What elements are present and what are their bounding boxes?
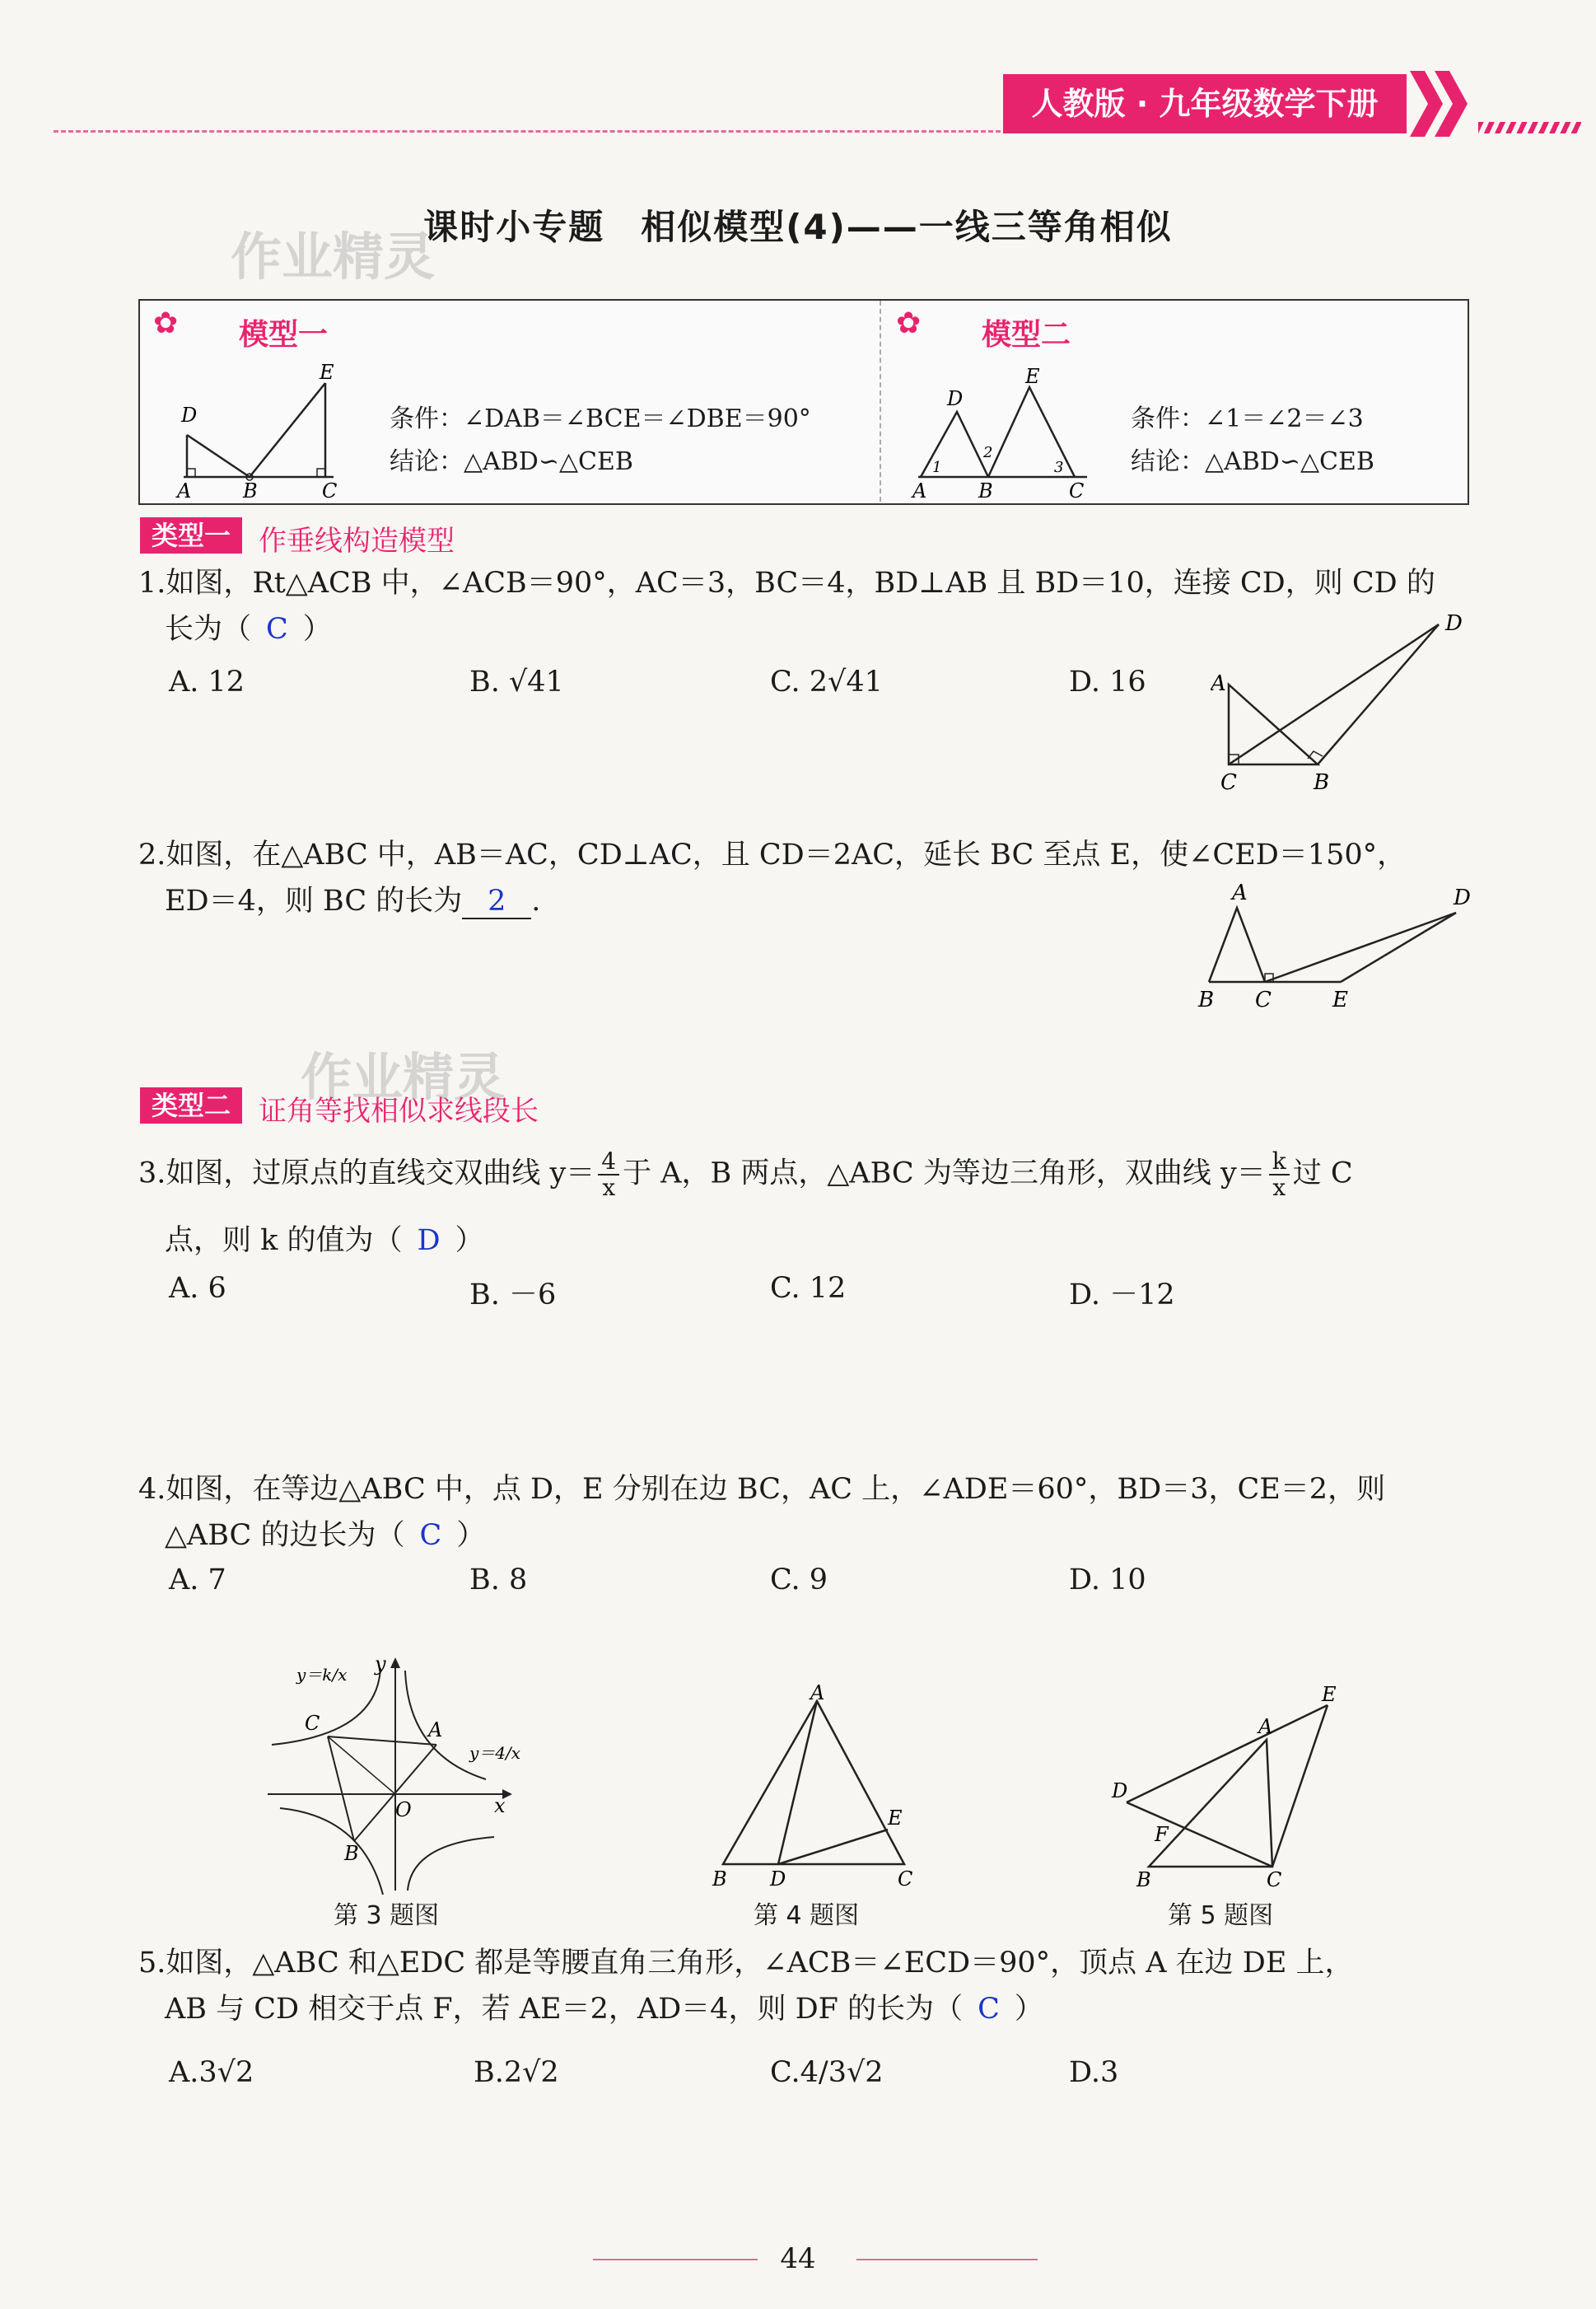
- label-D: D: [181, 404, 198, 427]
- header-edition-tag: 人教版 · 九年级数学下册: [1003, 74, 1407, 133]
- model1-condition: 条件：∠DAB＝∠BCE＝∠DBE＝90°: [390, 404, 811, 433]
- label-C: C: [305, 1712, 320, 1735]
- q5-option-d: D.3: [1069, 2056, 1119, 2089]
- angle-3-label: 3: [1054, 459, 1064, 476]
- q3-line2-pre: 点，则 k 的值为（: [165, 1224, 403, 1257]
- label-A: A: [1211, 671, 1226, 696]
- q5-option-a: A.3√2: [169, 2056, 254, 2089]
- q2-line2-post: .: [531, 885, 541, 918]
- q3-option-c: C. 12: [770, 1272, 847, 1305]
- frac-denominator: x: [1272, 1174, 1286, 1201]
- q5-answer: C: [978, 1993, 1000, 2026]
- label-B: B: [978, 479, 993, 502]
- q1-option-b: B. √41: [469, 666, 564, 699]
- fig4-figure: [708, 1685, 922, 1891]
- q2-answer: 2: [462, 885, 531, 919]
- fig5-figure: [1104, 1680, 1351, 1891]
- label-D: D: [1445, 611, 1463, 636]
- q3-option-d: D. －12: [1069, 1278, 1175, 1311]
- label-C: C: [1267, 1868, 1282, 1891]
- q3-frac-k-over-x: [1269, 1149, 1290, 1200]
- curve-label-k: y＝k/x: [296, 1665, 348, 1685]
- header-stripe: [1478, 122, 1581, 133]
- q5-option-b: B.2√2: [474, 2056, 559, 2089]
- q4-line1: 4.如图，在等边△ABC 中，点 D，E 分别在边 BC，AC 上，∠ADE＝60°，BD＝3，CE＝2，则: [138, 1473, 1386, 1506]
- label-A: A: [912, 479, 927, 502]
- label-C: C: [898, 1867, 913, 1891]
- q1-line2-pre: 长为（: [165, 613, 252, 646]
- frac-numerator: k: [1269, 1149, 1290, 1176]
- model2-conclusion: 结论：△ABD∽△CEB: [1131, 447, 1374, 476]
- label-E: E: [888, 1807, 903, 1830]
- label-x: x: [494, 1794, 506, 1817]
- label-A: A: [177, 479, 192, 502]
- type1-title: 作垂线构造模型: [259, 525, 455, 558]
- q4-option-c: C. 9: [770, 1563, 828, 1596]
- q3-answer: D: [417, 1224, 441, 1257]
- q2-line2: [165, 878, 540, 924]
- q1-option-a: A. 12: [169, 666, 245, 699]
- q1-line2: [165, 606, 332, 652]
- label-D: D: [947, 387, 964, 410]
- page-title: 课时小专题 相似模型(4)——一线三等角相似: [423, 207, 1173, 247]
- model-divider: [880, 301, 881, 502]
- q4-answer: C: [419, 1519, 442, 1552]
- type2-title: 证角等找相似求线段长: [259, 1095, 539, 1128]
- q2-line1: 2.如图，在△ABC 中，AB＝AC，CD⊥AC，且 CD＝2AC，延长 BC 至点 E，使∠CED＝150°，: [138, 839, 1407, 872]
- label-O: O: [395, 1798, 412, 1821]
- fig4-caption: 第 4 题图: [754, 1901, 860, 1930]
- model1-conclusion: 结论：△ABD∽△CEB: [390, 447, 633, 476]
- label-B: B: [344, 1842, 359, 1865]
- type1-tag: 类型一: [140, 517, 242, 554]
- q4-line2-post: ）: [456, 1519, 486, 1552]
- label-E: E: [1322, 1683, 1337, 1706]
- fig3-caption: 第 3 题图: [334, 1901, 440, 1930]
- label-B: B: [1198, 988, 1215, 1012]
- flower-icon: ✿: [153, 306, 179, 340]
- label-D: D: [770, 1867, 786, 1891]
- label-A: A: [428, 1718, 443, 1741]
- label-A: A: [1232, 881, 1248, 905]
- q1-figure: [1211, 610, 1491, 799]
- q1-line1: 1.如图，Rt△ACB 中，∠ACB＝90°，AC＝3，BC＝4，BD⊥AB 且 BD＝10，连接 CD，则 CD 的: [138, 567, 1435, 600]
- fig3-figure: [264, 1648, 527, 1895]
- q3-line1-pre: 3.如图，过原点的直线交双曲线 y＝: [138, 1157, 595, 1190]
- q5-option-c: C.4/3√2: [770, 2056, 884, 2089]
- angle-1-label: 1: [932, 459, 942, 476]
- q3-frac-4-over-x: [598, 1149, 619, 1200]
- frac-denominator: x: [602, 1174, 616, 1201]
- q3-option-b: B. －6: [469, 1278, 557, 1311]
- q4-option-b: B. 8: [469, 1563, 528, 1596]
- header-dashed-line: [54, 130, 1001, 133]
- label-E: E: [1332, 988, 1348, 1012]
- label-D: D: [1112, 1779, 1128, 1802]
- q3-line1-post: 过 C: [1292, 1157, 1353, 1190]
- label-C: C: [1255, 988, 1272, 1012]
- q4-line2: [165, 1512, 485, 1559]
- q3-line2-post: ）: [455, 1224, 484, 1257]
- q3-line2: [165, 1218, 484, 1264]
- q2-line2-pre: ED＝4，则 BC 的长为: [165, 885, 463, 918]
- q5-line2-pre: AB 与 CD 相交于点 F，若 AE＝2，AD＝4，则 DF 的长为（: [165, 1993, 964, 2026]
- q1-answer: C: [266, 613, 288, 646]
- label-C: C: [1069, 479, 1085, 502]
- flower-icon: ✿: [896, 306, 922, 340]
- label-E: E: [1025, 365, 1040, 388]
- header-chevron-icon: [1410, 71, 1476, 137]
- page-number: 44: [780, 2242, 816, 2275]
- curve-label-4: y＝4/x: [469, 1743, 521, 1763]
- q2-figure: [1194, 881, 1491, 1013]
- q5-line2-post: ）: [1014, 1993, 1043, 2026]
- model2-condition: 条件：∠1＝∠2＝∠3: [1131, 404, 1364, 433]
- q3-line1-mid: 于 A，B 两点，△ABC 为等边三角形，双曲线 y＝: [623, 1157, 1266, 1190]
- angle-2-label: 2: [983, 444, 993, 461]
- q3-option-a: A. 6: [169, 1272, 226, 1305]
- q5-line1: 5.如图，△ABC 和△EDC 都是等腰直角三角形，∠ACB＝∠ECD＝90°，顶点 A 在边 DE 上，: [138, 1947, 1354, 1979]
- q1-option-d: D. 16: [1069, 666, 1146, 699]
- q1-line2-post: ）: [302, 613, 332, 646]
- fig5-caption: 第 5 题图: [1168, 1901, 1274, 1930]
- label-C: C: [1220, 770, 1237, 795]
- model1-title: 模型一: [239, 318, 329, 352]
- watermark: 作业精灵: [301, 1047, 506, 1107]
- q1-option-c: C. 2√41: [770, 666, 883, 699]
- label-F: F: [1155, 1823, 1169, 1846]
- model1-figure: [169, 362, 358, 502]
- q3-line1: [138, 1149, 1353, 1200]
- q4-line2-pre: △ABC 的边长为（: [165, 1519, 405, 1552]
- label-B: B: [243, 479, 258, 502]
- q4-option-d: D. 10: [1069, 1563, 1146, 1596]
- label-B: B: [1136, 1868, 1151, 1891]
- frac-numerator: 4: [598, 1149, 619, 1176]
- label-y: y: [375, 1652, 386, 1676]
- label-B: B: [1314, 770, 1330, 795]
- label-A: A: [1258, 1715, 1273, 1738]
- watermark: 作业精灵: [231, 227, 436, 287]
- model2-figure: [906, 362, 1095, 502]
- q4-option-a: A. 7: [169, 1563, 226, 1596]
- label-E: E: [320, 362, 334, 384]
- model2-title: 模型二: [982, 318, 1071, 352]
- label-D: D: [1454, 886, 1471, 910]
- q5-line2: [165, 1986, 1043, 2032]
- label-C: C: [322, 479, 338, 502]
- label-B: B: [712, 1867, 727, 1891]
- type2-tag: 类型二: [140, 1087, 242, 1124]
- label-A: A: [810, 1685, 825, 1704]
